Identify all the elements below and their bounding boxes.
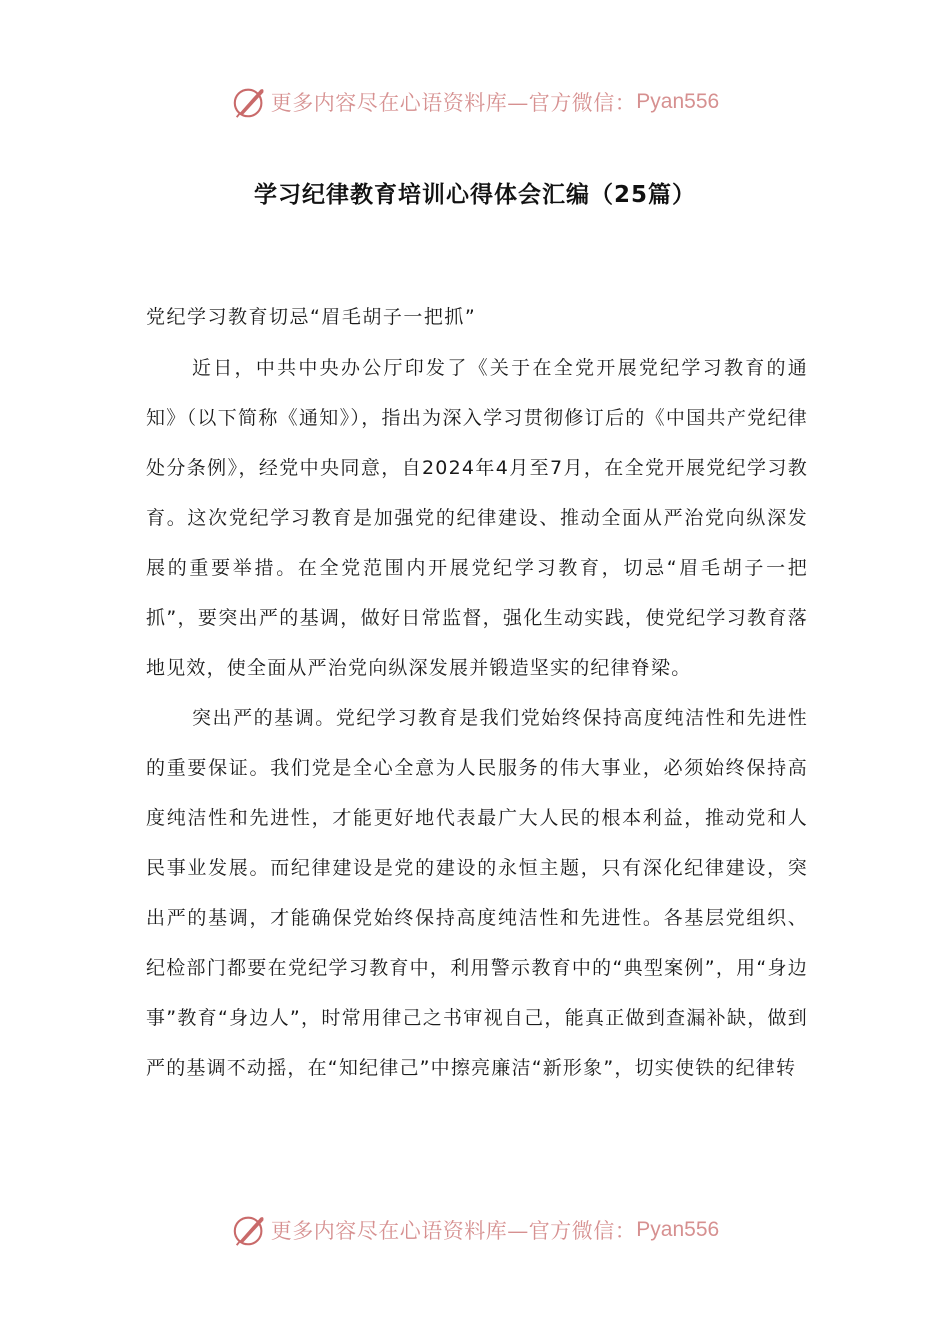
- document-title: 学习纪律教育培训心得体会汇编（25篇）: [253, 182, 696, 208]
- paragraph: 近日，中共中央办公厅印发了《关于在全党开展党纪学习教育的通知》（以下简称《通知》），指出为深入学习贯彻修订后的《中国共产党纪律处分条例》，经党中央同意，自2024年4月至7月，在全党开展党纪学习教育。这次党纪学习教育是加强党的纪律建设、推动全面从严治党向纵深发展的重要举措。在全党范围内开展党纪学习教育，切忌“眉毛胡子一把抓”，要突出严的基调，做好日常监督，强化生动实践，使党纪学习教育落地见效，使全面从严治党向纵深发展并锻造坚实的纪律脊梁。: [146, 357, 808, 679]
- article-subtitle: 党纪学习教育切忌“眉毛胡子一把抓”: [146, 306, 477, 328]
- article-body: [146, 343, 808, 1093]
- watermark-text: 更多内容尽在心语资料库—官方微信：: [270, 1219, 637, 1243]
- watermark-text: 更多内容尽在心语资料库—官方微信：: [270, 91, 637, 115]
- paragraph: 突出严的基调。党纪学习教育是我们党始终保持高度纯洁性和先进性的重要保证。我们党是全心全意为人民服务的伟大事业，必须始终保持高度纯洁性和先进性，才能更好地代表最广大人民的根本利益，推动党和人民事业发展。而纪律建设是党的建设的永恒主题，只有深化纪律建设，突出严的基调，才能确保党始终保持高度纯洁性和先进性。各基层党组织、纪检部门都要在党纪学习教育中，利用警示教育中的“典型案例”，用“身边事”教育“身边人”，时常用律己之书审视自己，能真正做到查漏补缺，做到严的基调不动摇，在“知纪律己”中擦亮廉洁“新形象”，切实使铁的纪律转: [146, 707, 808, 1079]
- watermark-handle: Pyan556: [636, 1218, 720, 1241]
- watermark-header: [0, 82, 950, 122]
- watermark-footer: [0, 1210, 950, 1250]
- watermark-handle: Pyan556: [636, 90, 720, 113]
- quill-logo-icon: [231, 83, 269, 121]
- quill-logo-icon: [231, 1211, 269, 1249]
